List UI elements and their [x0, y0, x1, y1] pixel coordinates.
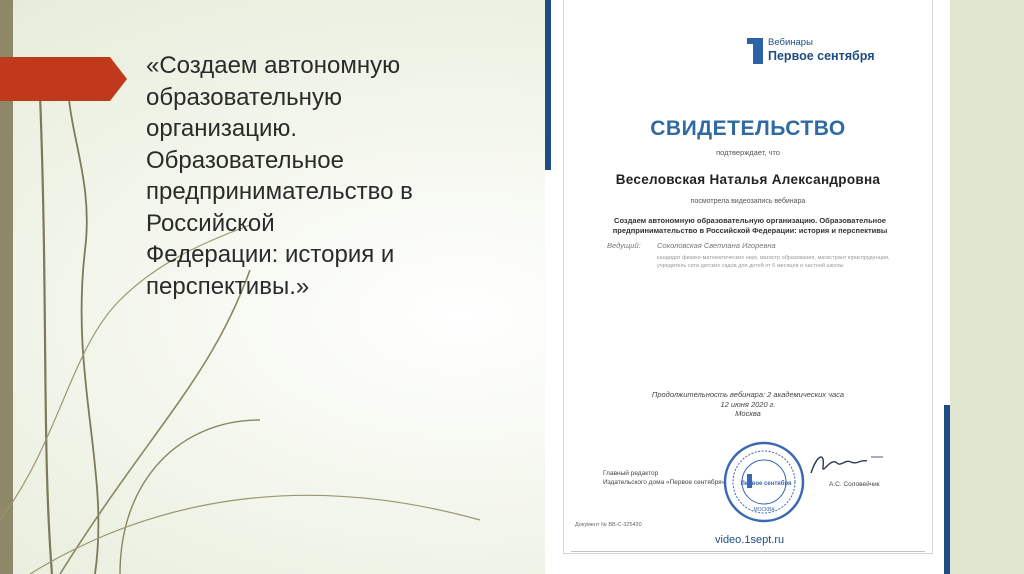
editor-line-1: Главный редактор — [603, 470, 659, 477]
official-stamp — [723, 441, 805, 523]
certificate-image — [545, 0, 950, 574]
website-url: video.1sept.ru — [715, 534, 785, 546]
webinar-duration: Продолжительность вебинара: 2 академических часа — [651, 390, 845, 399]
editor-line-2: Издательского дома «Первое сентября» — [603, 479, 726, 486]
webinar-title: Создаем автономную образовательную организацию. Образовательное предпринимательство в Российской Федерации: история и перспективы — [612, 216, 888, 235]
stamp-city: МОСКВА — [753, 507, 775, 513]
certificate-logo — [753, 36, 893, 68]
logo-big-text: Первое сентября — [768, 49, 875, 63]
signature — [807, 447, 887, 479]
signer-name: А.С. Соловейчик — [829, 481, 880, 488]
certificate-title: СВИДЕТЕЛЬСТВО — [650, 117, 846, 140]
host-description: кандидат физико-математических наук, магистр образования, магистрант юриспруденции, учредитель сети детских садов для детей от 6 месяцев и частной школы — [657, 255, 890, 269]
footer-divider — [571, 551, 925, 552]
certificate-right-stripe — [944, 405, 950, 574]
host-label: Ведущий: — [607, 241, 641, 250]
logo-small-text: Вебинары — [768, 37, 813, 48]
host-name: Соколовская Светлана Игоревна — [657, 241, 776, 250]
document-number: Документ № ВВ-С-325430 — [575, 522, 642, 528]
red-arrow-shape — [0, 57, 127, 101]
recipient-name: Веселовская Наталья Александровна — [615, 172, 881, 187]
right-border-bar — [948, 0, 1024, 574]
watched-text: посмотрела видеозапись вебинара — [690, 198, 806, 205]
certificate-subtitle: подтверждает, что — [716, 148, 780, 157]
webinar-city: Москва — [735, 409, 761, 418]
stamp-text: Первое сентября — [740, 481, 792, 487]
slide-title-text: «Создаем автономную образовательную организацию. Образовательное предпринимательство в Российской Федерации: история и перспективы.» — [146, 52, 413, 300]
logo-one-icon — [753, 38, 763, 64]
certificate-left-stripe — [545, 0, 551, 170]
editor-title — [603, 469, 725, 487]
webinar-date: 12 июня 2020 г. — [720, 400, 776, 409]
